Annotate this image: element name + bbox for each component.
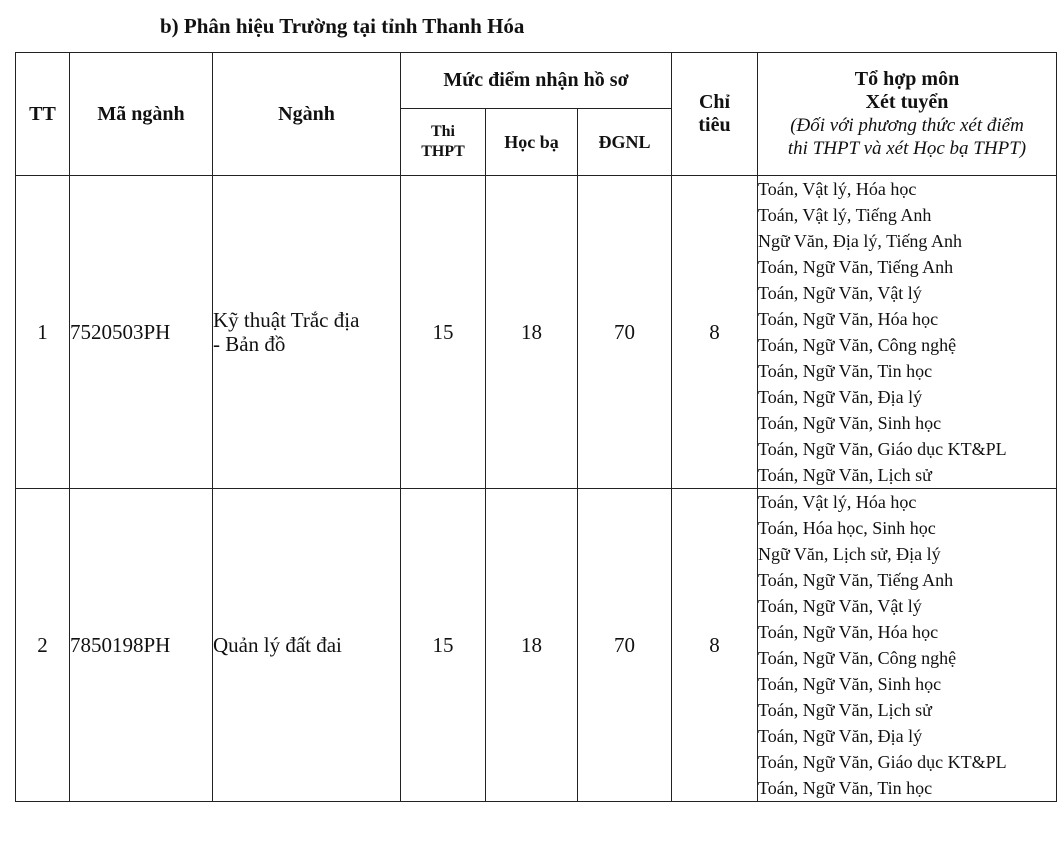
table-header — [16, 53, 1057, 176]
combo-item: Toán, Ngữ Văn, Tiếng Anh — [758, 570, 954, 590]
combo-list — [758, 489, 1056, 801]
row-major-line2: - Bản đồ — [213, 332, 286, 356]
header-to-hop-line1: Tổ hợp môn — [854, 68, 960, 90]
admission-table — [15, 52, 1057, 802]
combo-item: Toán, Ngữ Văn, Lịch sử — [758, 700, 932, 720]
combo-item: Toán, Ngữ Văn, Tin học — [758, 778, 933, 798]
combo-item: Toán, Ngữ Văn, Giáo dục KT&PL — [758, 752, 1007, 772]
combo-item: Toán, Vật lý, Hóa học — [758, 492, 917, 512]
combo-item: Toán, Vật lý, Hóa học — [758, 179, 917, 199]
header-muc-diem: Mức điểm nhận hồ sơ — [401, 53, 672, 109]
combo-item: Toán, Ngữ Văn, Tin học — [758, 361, 933, 381]
header-thi-line1: Thi — [430, 123, 455, 140]
header-chi-tieu-line2: tiêu — [698, 114, 731, 136]
row-major — [213, 176, 401, 489]
combo-item: Toán, Ngữ Văn, Hóa học — [758, 622, 939, 642]
combo-item: Toán, Ngữ Văn, Sinh học — [758, 413, 942, 433]
header-tt: TT — [16, 53, 70, 176]
combo-item: Toán, Ngữ Văn, Công nghệ — [758, 335, 957, 355]
combo-item: Toán, Ngữ Văn, Địa lý — [758, 726, 923, 746]
row-tt: 2 — [16, 489, 70, 802]
combo-item: Toán, Vật lý, Tiếng Anh — [758, 205, 932, 225]
table-body — [16, 176, 1057, 802]
header-to-hop-note2: thi THPT và xét Học bạ THPT) — [787, 138, 1027, 159]
header-ma-nganh: Mã ngành — [70, 53, 213, 176]
combo-item: Ngữ Văn, Địa lý, Tiếng Anh — [758, 231, 962, 251]
header-to-hop-line2: Xét tuyển — [865, 91, 949, 113]
row-tt: 1 — [16, 176, 70, 489]
combo-item: Toán, Ngữ Văn, Giáo dục KT&PL — [758, 439, 1007, 459]
row-dgnl: 70 — [578, 176, 672, 489]
combo-item: Toán, Ngữ Văn, Sinh học — [758, 674, 942, 694]
combo-item: Toán, Ngữ Văn, Địa lý — [758, 387, 923, 407]
row-dgnl: 70 — [578, 489, 672, 802]
header-chi-tieu-line1: Chỉ — [698, 91, 731, 113]
header-hoc-ba: Học bạ — [486, 109, 578, 176]
combo-list — [758, 176, 1056, 488]
combo-item: Toán, Ngữ Văn, Công nghệ — [758, 648, 957, 668]
row-code: 7520503PH — [70, 176, 213, 489]
row-major-line1: Quản lý đất đai — [213, 633, 342, 657]
row-code: 7850198PH — [70, 489, 213, 802]
header-nganh: Ngành — [213, 53, 401, 176]
combo-item: Toán, Ngữ Văn, Vật lý — [758, 283, 922, 303]
header-to-hop-note1: (Đối với phương thức xét điểm — [790, 115, 1024, 136]
row-major-line1: Kỹ thuật Trắc địa — [213, 308, 360, 332]
header-to-hop — [758, 53, 1057, 176]
combo-item: Toán, Ngữ Văn, Tiếng Anh — [758, 257, 954, 277]
combo-item: Toán, Hóa học, Sinh học — [758, 518, 936, 538]
section-title: b) Phân hiệu Trường tại tỉnh Thanh Hóa — [160, 14, 525, 38]
table-row — [16, 489, 1057, 802]
combo-item: Toán, Ngữ Văn, Lịch sử — [758, 465, 932, 485]
combo-item: Toán, Ngữ Văn, Hóa học — [758, 309, 939, 329]
row-thi-thpt: 15 — [401, 176, 486, 489]
header-thi-line2: THPT — [421, 143, 465, 160]
combo-item: Ngữ Văn, Lịch sử, Địa lý — [758, 544, 941, 564]
table-row — [16, 176, 1057, 489]
header-chi-tieu — [672, 53, 758, 176]
row-major — [213, 489, 401, 802]
row-combos — [758, 176, 1057, 489]
row-chi-tieu: 8 — [672, 489, 758, 802]
combo-item: Toán, Ngữ Văn, Vật lý — [758, 596, 922, 616]
row-combos — [758, 489, 1057, 802]
row-thi-thpt: 15 — [401, 489, 486, 802]
row-hoc-ba: 18 — [486, 176, 578, 489]
header-thi-thpt — [401, 109, 486, 176]
header-dgnl: ĐGNL — [578, 109, 672, 176]
row-hoc-ba: 18 — [486, 489, 578, 802]
row-chi-tieu: 8 — [672, 176, 758, 489]
